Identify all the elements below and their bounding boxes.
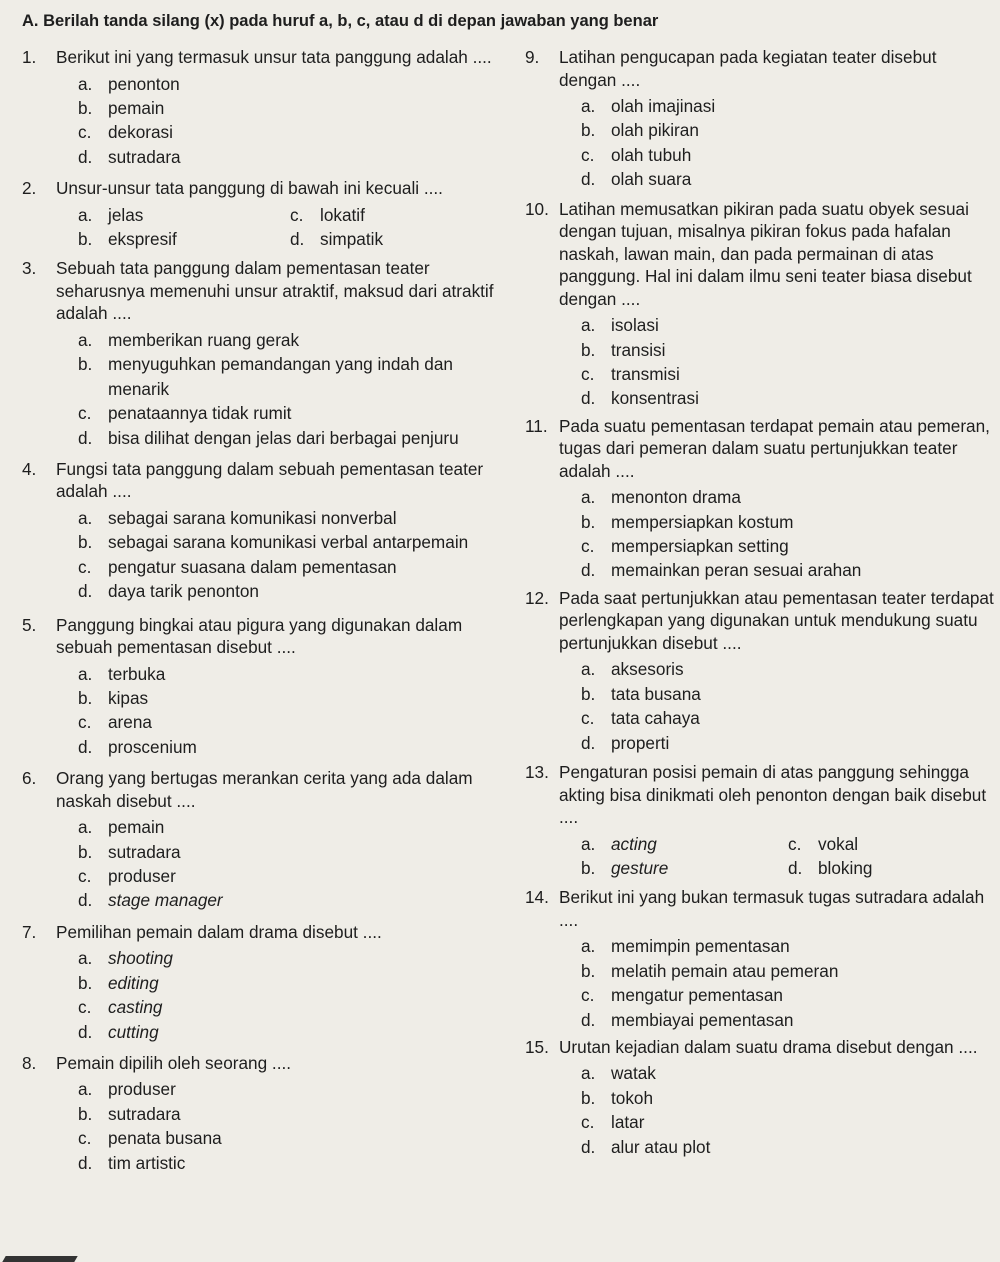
- option-text: editing: [108, 972, 159, 993]
- option-text: memainkan peran sesuai arahan: [611, 560, 862, 581]
- option-letter: b.: [78, 229, 93, 250]
- question-9: [525, 46, 995, 192]
- question-number: 1.: [22, 47, 37, 67]
- option-list: [22, 506, 502, 604]
- option-text: stage manager: [108, 890, 223, 911]
- option-text: mempersiapkan setting: [611, 536, 789, 557]
- option-letter: a.: [78, 817, 93, 838]
- option-text: jelas: [108, 204, 144, 225]
- option-text: transisi: [611, 339, 666, 360]
- option-text: acting: [611, 833, 657, 854]
- option-letter: c.: [581, 708, 595, 729]
- option-letter: c.: [78, 866, 92, 887]
- option-list: [525, 934, 995, 1032]
- option-letter: d.: [78, 427, 93, 448]
- question-3: [22, 257, 502, 450]
- option-letter: d.: [581, 169, 596, 190]
- option-letter: d.: [290, 229, 305, 250]
- question-stem: [22, 257, 502, 325]
- option-letter: c.: [581, 363, 595, 384]
- option-letter: b.: [78, 972, 93, 993]
- question-stem: [525, 761, 995, 829]
- answer-option[interactable]: [78, 1077, 502, 1101]
- answer-option[interactable]: [78, 662, 502, 686]
- answer-option[interactable]: [78, 710, 502, 734]
- option-text: olah pikiran: [611, 120, 699, 141]
- answer-option[interactable]: [78, 946, 502, 970]
- question-text: Pengaturan posisi pemain di atas panggung sehingga akting bisa dinikmati oleh penonton dengan baik disebut ....: [559, 762, 987, 827]
- question-stem: [525, 886, 995, 931]
- option-list: [525, 832, 995, 881]
- option-text: sebagai sarana komunikasi verbal antarpemain: [108, 532, 469, 553]
- answer-option[interactable]: [788, 856, 995, 880]
- question-stem: [22, 614, 502, 659]
- question-number: 10.: [525, 198, 549, 219]
- answer-option[interactable]: [581, 94, 995, 118]
- option-letter: d.: [78, 1021, 93, 1042]
- question-text: Latihan memusatkan pikiran pada suatu obyek sesuai dengan tujuan, misalnya pikiran fokus pada hafalan naskah, lawan main, dan pada permainan di atas panggung. Hal ini dalam ilmu seni teater biasa disebut dengan ....: [559, 198, 972, 309]
- answer-option[interactable]: [581, 706, 995, 730]
- option-text: konsentrasi: [611, 388, 699, 409]
- question-number: 11.: [525, 415, 548, 436]
- question-text: Latihan pengucapan pada kegiatan teater disebut dengan ....: [559, 47, 937, 90]
- option-letter: a.: [78, 663, 93, 684]
- question-7: [22, 921, 502, 1044]
- option-list: [525, 1061, 995, 1159]
- answer-option[interactable]: [581, 362, 995, 386]
- option-letter: c.: [290, 204, 304, 225]
- option-text: aksesoris: [611, 659, 684, 680]
- option-list: [22, 203, 502, 252]
- option-letter: a.: [78, 329, 93, 350]
- option-text: penata busana: [108, 1128, 222, 1149]
- option-letter: a.: [581, 487, 596, 508]
- option-text: dekorasi: [108, 122, 173, 143]
- option-text: kipas: [108, 688, 149, 708]
- option-letter: c.: [581, 1112, 595, 1133]
- option-letter: d.: [78, 890, 93, 911]
- answer-option[interactable]: [78, 579, 502, 603]
- option-letter: a.: [78, 507, 93, 528]
- option-letter: b.: [581, 1087, 596, 1108]
- option-text: membiayai pementasan: [611, 1009, 794, 1030]
- option-text: mengatur pementasan: [611, 985, 783, 1006]
- option-list: [525, 313, 995, 411]
- option-list: [22, 815, 502, 913]
- answer-option[interactable]: [581, 534, 995, 558]
- answer-option[interactable]: [581, 167, 995, 191]
- option-text: tata busana: [611, 683, 701, 704]
- answer-option[interactable]: [78, 995, 502, 1019]
- question-4: [22, 458, 502, 604]
- option-letter: b.: [581, 511, 596, 532]
- option-letter: b.: [581, 120, 596, 141]
- question-text: Urutan kejadian dalam suatu drama disebut dengan ....: [559, 1036, 978, 1057]
- option-text: sutradara: [108, 1103, 181, 1124]
- option-letter: a.: [581, 1063, 596, 1084]
- option-text: tokoh: [611, 1087, 654, 1108]
- answer-option[interactable]: [78, 203, 290, 227]
- answer-option[interactable]: [581, 1061, 995, 1085]
- question-stem: [525, 46, 995, 91]
- answer-option[interactable]: [581, 118, 995, 142]
- question-11: [525, 415, 995, 583]
- answer-option[interactable]: [581, 657, 995, 681]
- option-letter: b.: [78, 841, 93, 862]
- question-number: 5.: [22, 614, 37, 635]
- option-letter: c.: [78, 1128, 92, 1149]
- option-letter: c.: [581, 536, 595, 557]
- question-number: 7.: [22, 921, 37, 942]
- answer-option[interactable]: [581, 1135, 995, 1159]
- question-12: [525, 587, 995, 755]
- question-number: 15.: [525, 1036, 549, 1057]
- question-stem: [22, 767, 502, 812]
- answer-option[interactable]: [78, 1102, 502, 1126]
- question-text: Pada suatu pementasan terdapat pemain atau pemeran, tugas dari pemeran dalam suatu pertunjukkan teater adalah ....: [559, 415, 990, 481]
- option-text: sutradara: [108, 146, 181, 167]
- option-text: melatih pemain atau pemeran: [611, 960, 839, 981]
- question-stem: [22, 921, 502, 944]
- option-text: produser: [108, 866, 176, 887]
- question-stem: [525, 198, 995, 311]
- answer-option[interactable]: [78, 735, 502, 759]
- option-text: pengatur suasana dalam pementasan: [108, 556, 397, 577]
- answer-option[interactable]: [78, 1020, 502, 1044]
- question-text: Pada saat pertunjukkan atau pementasan teater terdapat perlengkapan yang digunakan untuk mendukung suatu pertunjukkan disebut ....: [559, 587, 994, 653]
- option-text: tim artistic: [108, 1152, 186, 1173]
- question-5: [22, 614, 502, 760]
- option-text: pemain: [108, 97, 165, 118]
- left-column: [22, 46, 502, 1175]
- answer-option[interactable]: [78, 530, 502, 554]
- answer-option[interactable]: [78, 888, 502, 912]
- answer-option[interactable]: [581, 983, 995, 1007]
- option-text: memberikan ruang gerak: [108, 329, 300, 350]
- option-letter: b.: [581, 857, 596, 878]
- option-letter: a.: [581, 833, 596, 854]
- question-stem: [22, 177, 502, 200]
- question-8: [22, 1052, 502, 1175]
- option-letter: d.: [581, 1009, 596, 1030]
- option-text: tata cahaya: [611, 708, 700, 729]
- option-text: mempersiapkan kostum: [611, 511, 794, 532]
- answer-option[interactable]: [78, 1126, 502, 1150]
- option-letter: b.: [581, 339, 596, 360]
- option-text: lokatif: [320, 204, 365, 225]
- question-number: 13.: [525, 762, 549, 782]
- option-letter: d.: [788, 857, 803, 878]
- option-text: penataannya tidak rumit: [108, 403, 292, 424]
- answer-option[interactable]: [78, 686, 502, 710]
- option-letter: a.: [78, 948, 93, 969]
- option-letter: c.: [78, 556, 92, 577]
- option-text: alur atau plot: [611, 1136, 711, 1157]
- answer-option[interactable]: [581, 1008, 995, 1032]
- option-letter: c.: [581, 985, 595, 1006]
- answer-option[interactable]: [78, 815, 502, 839]
- answer-option[interactable]: [78, 227, 290, 251]
- option-text: memimpin pementasan: [611, 936, 790, 957]
- answer-option[interactable]: [581, 338, 995, 362]
- option-text: produser: [108, 1079, 176, 1100]
- option-letter: c.: [788, 833, 802, 854]
- question-stem: [22, 458, 502, 503]
- option-text: sutradara: [108, 841, 181, 862]
- option-list: [525, 94, 995, 192]
- option-letter: d.: [581, 560, 596, 581]
- option-list: [525, 657, 995, 755]
- option-text: shooting: [108, 948, 173, 969]
- option-letter: a.: [78, 1079, 93, 1100]
- option-letter: d.: [78, 1152, 93, 1173]
- option-text: transmisi: [611, 363, 680, 384]
- question-14: [525, 886, 995, 1032]
- question-text: Berikut ini yang bukan termasuk tugas sutradara adalah ....: [559, 887, 985, 930]
- option-letter: c.: [78, 403, 92, 424]
- option-letter: b.: [78, 97, 93, 118]
- answer-option[interactable]: [581, 1086, 995, 1110]
- question-13: [525, 761, 995, 880]
- option-text: casting: [108, 997, 163, 1018]
- option-text: latar: [611, 1112, 645, 1133]
- option-text: arena: [108, 712, 152, 733]
- option-letter: a.: [581, 315, 596, 336]
- answer-option[interactable]: [78, 506, 502, 530]
- question-number: 9.: [525, 47, 540, 67]
- option-list: [22, 946, 502, 1044]
- answer-option[interactable]: [78, 72, 502, 96]
- answer-option[interactable]: [581, 682, 995, 706]
- option-text: simpatik: [320, 229, 384, 250]
- answer-option[interactable]: [581, 959, 995, 983]
- option-text: sebagai sarana komunikasi nonverbal: [108, 507, 397, 528]
- answer-option[interactable]: [78, 96, 502, 120]
- option-letter: d.: [78, 146, 93, 167]
- option-list: [22, 328, 502, 450]
- right-column: [525, 46, 995, 1163]
- option-text: isolasi: [611, 315, 659, 336]
- question-text: Fungsi tata panggung dalam sebuah pementasan teater adalah ....: [56, 458, 484, 502]
- answer-option[interactable]: [78, 328, 502, 352]
- question-2: [22, 177, 502, 251]
- answer-option[interactable]: [78, 1151, 502, 1175]
- question-15: [525, 1036, 995, 1159]
- answer-option[interactable]: [581, 856, 788, 880]
- option-list: [22, 662, 502, 760]
- option-text: proscenium: [108, 736, 197, 757]
- answer-option[interactable]: [78, 352, 502, 401]
- option-letter: c.: [581, 144, 595, 165]
- question-stem: [525, 587, 995, 655]
- question-number: 8.: [22, 1052, 37, 1073]
- option-list: [22, 1077, 502, 1175]
- option-letter: d.: [78, 736, 93, 757]
- answer-option[interactable]: [581, 832, 788, 856]
- option-letter: c.: [78, 122, 92, 143]
- option-text: olah suara: [611, 169, 692, 190]
- answer-option[interactable]: [78, 864, 502, 888]
- option-letter: a.: [581, 936, 596, 957]
- question-stem: [525, 415, 995, 483]
- option-letter: a.: [581, 96, 596, 116]
- question-text: Sebuah tata panggung dalam pementasan teater seharusnya memenuhi unsur atraktif, maksud dari atraktif adalah ....: [56, 258, 494, 324]
- answer-option[interactable]: [581, 313, 995, 337]
- question-stem: [22, 1052, 502, 1075]
- question-number: 14.: [525, 887, 549, 908]
- question-number: 3.: [22, 258, 37, 279]
- option-letter: a.: [581, 659, 596, 680]
- answer-option[interactable]: [290, 203, 502, 227]
- question-text: Unsur-unsur tata panggung di bawah ini kecuali ....: [56, 178, 443, 199]
- section-header: A. Berilah tanda silang (x) pada huruf a, b, c, atau d di depan jawaban yang benar: [22, 12, 659, 30]
- option-text: olah imajinasi: [611, 96, 716, 116]
- option-letter: b.: [78, 688, 93, 708]
- question-text: Pemain dipilih oleh seorang ....: [56, 1052, 292, 1073]
- question-text: Pemilihan pemain dalam drama disebut ....: [56, 921, 382, 942]
- option-text: bisa dilihat dengan jelas dari berbagai penjuru: [108, 427, 459, 448]
- decorative-bar: [2, 1256, 77, 1262]
- answer-option[interactable]: [78, 401, 502, 425]
- question-number: 12.: [525, 587, 549, 608]
- option-text: watak: [611, 1063, 656, 1084]
- option-letter: b.: [78, 354, 93, 375]
- question-text: Berikut ini yang termasuk unsur tata panggung adalah ....: [56, 47, 492, 67]
- answer-option[interactable]: [581, 558, 995, 582]
- option-text: ekspresif: [108, 229, 177, 250]
- question-number: 6.: [22, 768, 37, 789]
- question-1: [22, 46, 502, 169]
- answer-option[interactable]: [788, 832, 995, 856]
- option-text: penonton: [108, 73, 180, 94]
- answer-option[interactable]: [78, 426, 502, 450]
- option-letter: c.: [78, 997, 92, 1018]
- question-number: 2.: [22, 178, 37, 199]
- answer-option[interactable]: [581, 143, 995, 167]
- option-letter: a.: [78, 204, 93, 225]
- option-text: daya tarik penonton: [108, 581, 259, 602]
- answer-option[interactable]: [78, 840, 502, 864]
- answer-option[interactable]: [581, 934, 995, 958]
- question-number: 4.: [22, 458, 37, 479]
- option-letter: d.: [581, 388, 596, 409]
- option-letter: c.: [78, 712, 92, 733]
- question-10: [525, 198, 995, 411]
- option-list: [525, 485, 995, 583]
- option-letter: b.: [581, 683, 596, 704]
- question-text: Panggung bingkai atau pigura yang digunakan dalam sebuah pementasan disebut ....: [56, 614, 463, 658]
- question-text: Orang yang bertugas merankan cerita yang ada dalam naskah disebut ....: [56, 768, 473, 811]
- option-text: vokal: [818, 833, 859, 854]
- answer-option[interactable]: [290, 227, 502, 251]
- option-letter: b.: [78, 532, 93, 553]
- option-text: menonton drama: [611, 487, 741, 508]
- answer-option[interactable]: [581, 386, 995, 410]
- option-letter: a.: [78, 73, 93, 94]
- answer-option[interactable]: [78, 971, 502, 995]
- option-list: [22, 72, 502, 170]
- option-text: cutting: [108, 1021, 159, 1042]
- answer-option[interactable]: [78, 145, 502, 169]
- option-letter: b.: [78, 1103, 93, 1124]
- option-text: gesture: [611, 857, 669, 878]
- option-letter: d.: [581, 1136, 596, 1157]
- option-letter: d.: [78, 581, 93, 602]
- answer-option[interactable]: [78, 555, 502, 579]
- option-letter: d.: [581, 732, 596, 753]
- option-text: terbuka: [108, 663, 166, 684]
- question-stem: [22, 46, 502, 69]
- question-6: [22, 767, 502, 913]
- answer-option[interactable]: [78, 120, 502, 144]
- option-text: properti: [611, 732, 670, 753]
- option-text: menyuguhkan pemandangan yang indah dan menarik: [108, 354, 453, 399]
- answer-option[interactable]: [581, 1110, 995, 1134]
- option-text: olah tubuh: [611, 144, 692, 165]
- answer-option[interactable]: [581, 731, 995, 755]
- option-letter: b.: [581, 960, 596, 981]
- answer-option[interactable]: [581, 485, 995, 509]
- option-text: bloking: [818, 857, 873, 878]
- option-text: pemain: [108, 817, 165, 838]
- answer-option[interactable]: [581, 510, 995, 534]
- question-stem: [525, 1036, 995, 1059]
